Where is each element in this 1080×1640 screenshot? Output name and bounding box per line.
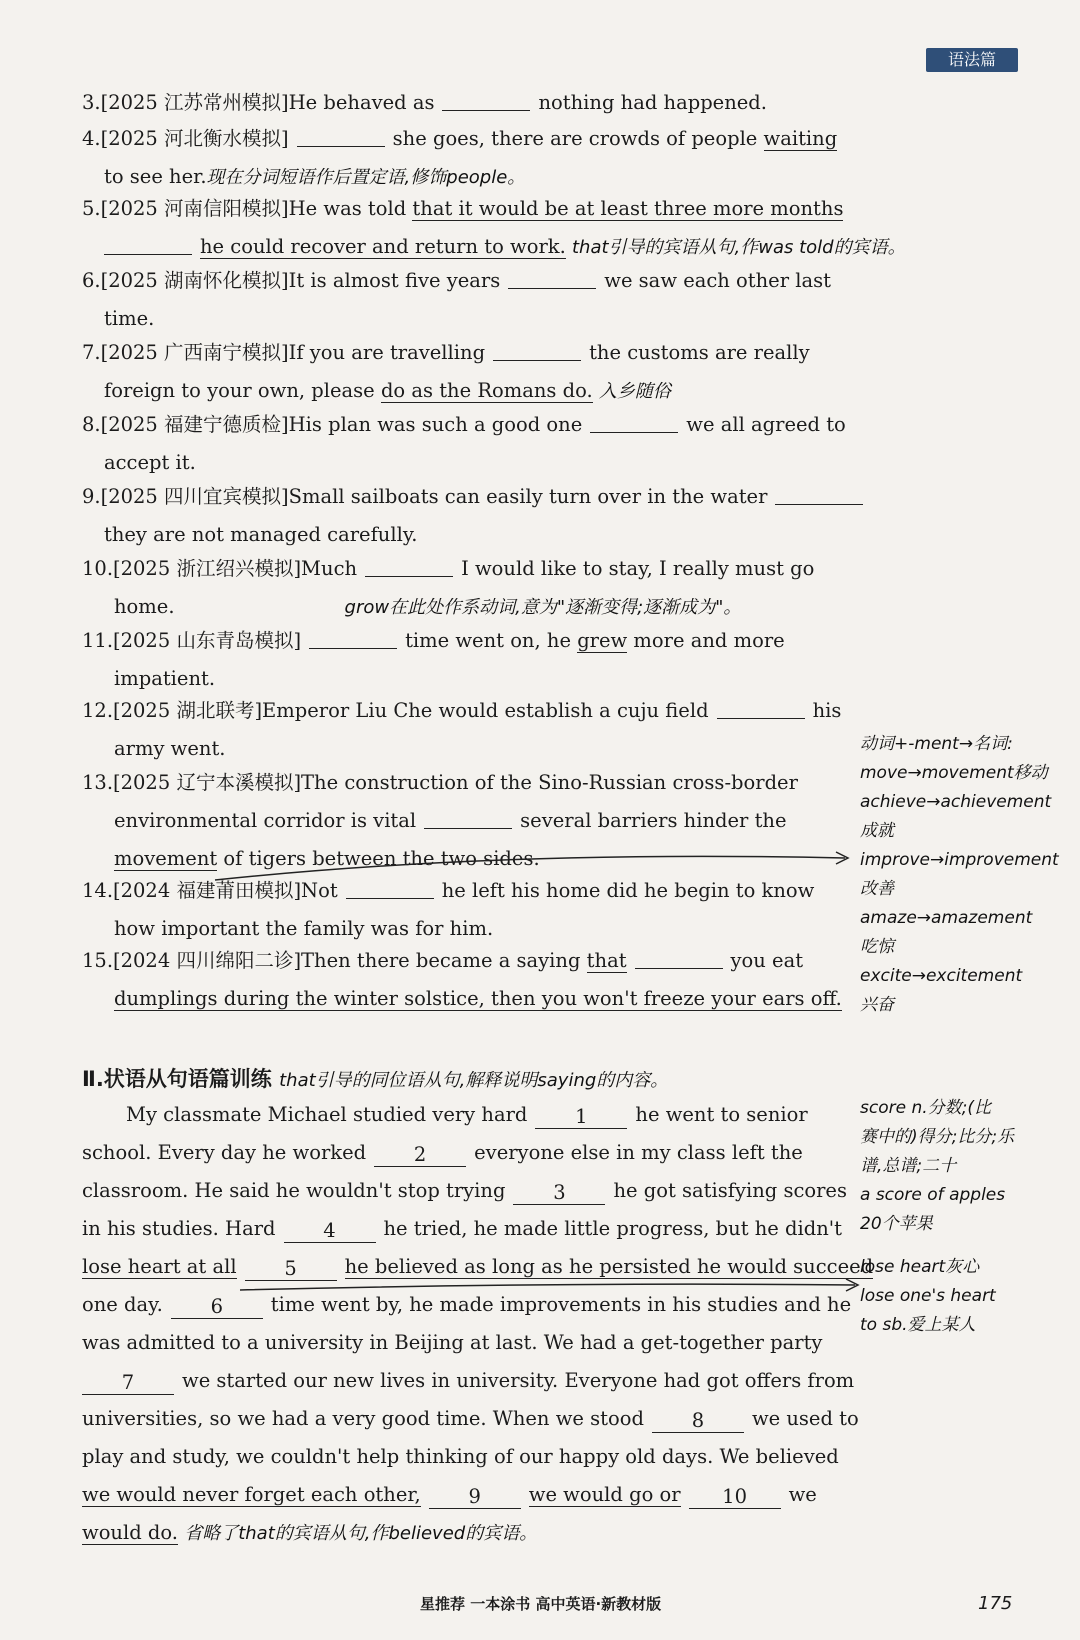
passage-blank-4[interactable]: 4 bbox=[284, 1220, 376, 1243]
section-heading: Ⅱ.状语从句语篇训练 that引导的同位语从句,解释说明saying的内容。 bbox=[82, 1067, 669, 1091]
handwritten-note: that引导的同位语从句,解释说明saying的内容。 bbox=[279, 1070, 669, 1091]
question-6: 6.[2025 湖南怀化模拟]It is almost five years we saw each other last time. bbox=[82, 262, 854, 338]
arrow-lose-heart bbox=[240, 1284, 855, 1290]
handwritten-note: 现在分词短语作后置定语,修饰people。 bbox=[206, 167, 526, 188]
handwritten-note: 省略了that的宾语从句,作believed的宾语。 bbox=[184, 1523, 538, 1544]
passage-blank-9[interactable]: 9 bbox=[429, 1486, 521, 1509]
passage-blank-2[interactable]: 2 bbox=[374, 1144, 466, 1167]
handwritten-note: 入乡随俗 bbox=[598, 381, 671, 402]
question-10: 10.[2025 浙江绍兴模拟]Much I would like to stay, I really must go home. grow在此处作系动词,意为"逐渐变得;逐渐成为"。 bbox=[82, 550, 854, 627]
question-5: 5.[2025 河南信阳模拟]He was told that it would be at least three more months he could recover and return to work. that引导的宾语从句,作was told的宾语。 bbox=[82, 197, 906, 258]
section-tag: 语法篇 bbox=[926, 48, 1018, 72]
side-notes-ment: 动词+-ment→名词: move→movement移动 achieve→achievement 成就 improve→improvement 改善 amaze→amazement 吃惊 excite→excitement 兴奋 bbox=[860, 734, 1059, 1015]
passage-blank-10[interactable]: 10 bbox=[689, 1486, 781, 1509]
passage-blank-7[interactable]: 7 bbox=[82, 1372, 174, 1395]
passage-blank-1[interactable]: 1 bbox=[535, 1106, 627, 1129]
side-notes-vocab: score n.分数;(比 赛中的)得分;比分;乐 谱,总谱;二十 a score of apples 20个苹果 lose heart灰心 lose one's heart to sb.爱上某人 bbox=[860, 1098, 1015, 1335]
question-8: 8.[2025 福建宁德质检]His plan was such a good one we all agreed to accept it. bbox=[82, 406, 854, 482]
passage-blank-8[interactable]: 8 bbox=[652, 1410, 744, 1433]
question-12: 12.[2025 湖北联考]Emperor Liu Che would establish a cuju field his army went. bbox=[82, 692, 854, 768]
question-14: 14.[2024 福建莆田模拟]Not he left his home did he begin to know how important the family was for him. bbox=[82, 872, 854, 948]
question-3: 3.[2025 江苏常州模拟]He behaved as nothing had happened. bbox=[82, 84, 854, 122]
question-11: 11.[2025 山东青岛模拟] time went on, he grew more and more impatient. bbox=[82, 622, 854, 698]
page-number: 175 bbox=[978, 1593, 1013, 1614]
passage-blank-3[interactable]: 3 bbox=[513, 1182, 605, 1205]
handwritten-note: that引导的宾语从句,作was told的宾语。 bbox=[571, 237, 906, 258]
footer-title: 星推荐 一本涂书 高中英语·新教材版 bbox=[420, 1595, 662, 1613]
passage: My classmate Michael studied very hard 1 he went to senior school. Every day he worked 2 everyone else in my class left the classroom. He said he wouldn't stop trying 3 he got satisfying scores in his studies. Hard 4 he tried, he made little progress, but he didn't lose heart at all 5 he believed as long as he persisted he would succeed one day. 6 time went by, he made improvements in his studies and he was admitted to a university in Beijing at last. We had a get-together party 7 we started our new lives in university. Everyone had got offers from universities, so we had a very good time. When we stood 8 we used to play and study, we couldn't help thinking of our happy old days. We believed we would never forget each other, 9 we would go or 10 we would do. 省略了that的宾语从句,作believed的宾语。 bbox=[82, 1103, 874, 1544]
question-9: 9.[2025 四川宜宾模拟]Small sailboats can easily turn over in the water they are not managed carefully. bbox=[82, 478, 854, 554]
question-13: 13.[2025 辽宁本溪模拟]The construction of the Sino-Russian cross-border environmental corridor is vital several barriers hinder the movement of tigers between the two sides. bbox=[82, 771, 798, 870]
question-7: 7.[2025 广西南宁模拟]If you are travelling the customs are really foreign to your own, please do as the Romans do. 入乡随俗 bbox=[82, 334, 854, 411]
question-4: 4.[2025 河北衡水模拟] she goes, there are crowds of people waiting to see her.现在分词短语作后置定语,修饰people。 bbox=[82, 120, 854, 197]
passage-blank-5[interactable]: 5 bbox=[245, 1258, 337, 1281]
question-15: 15.[2024 四川绵阳二诊]Then there became a saying that you eat dumplings during the winter solstice, then you won't freeze your ears off. bbox=[82, 942, 854, 1018]
handwritten-note: grow在此处作系动词,意为"逐渐变得;逐渐成为"。 bbox=[344, 597, 742, 618]
arrow-movement bbox=[215, 856, 845, 880]
passage-blank-6[interactable]: 6 bbox=[171, 1296, 263, 1319]
